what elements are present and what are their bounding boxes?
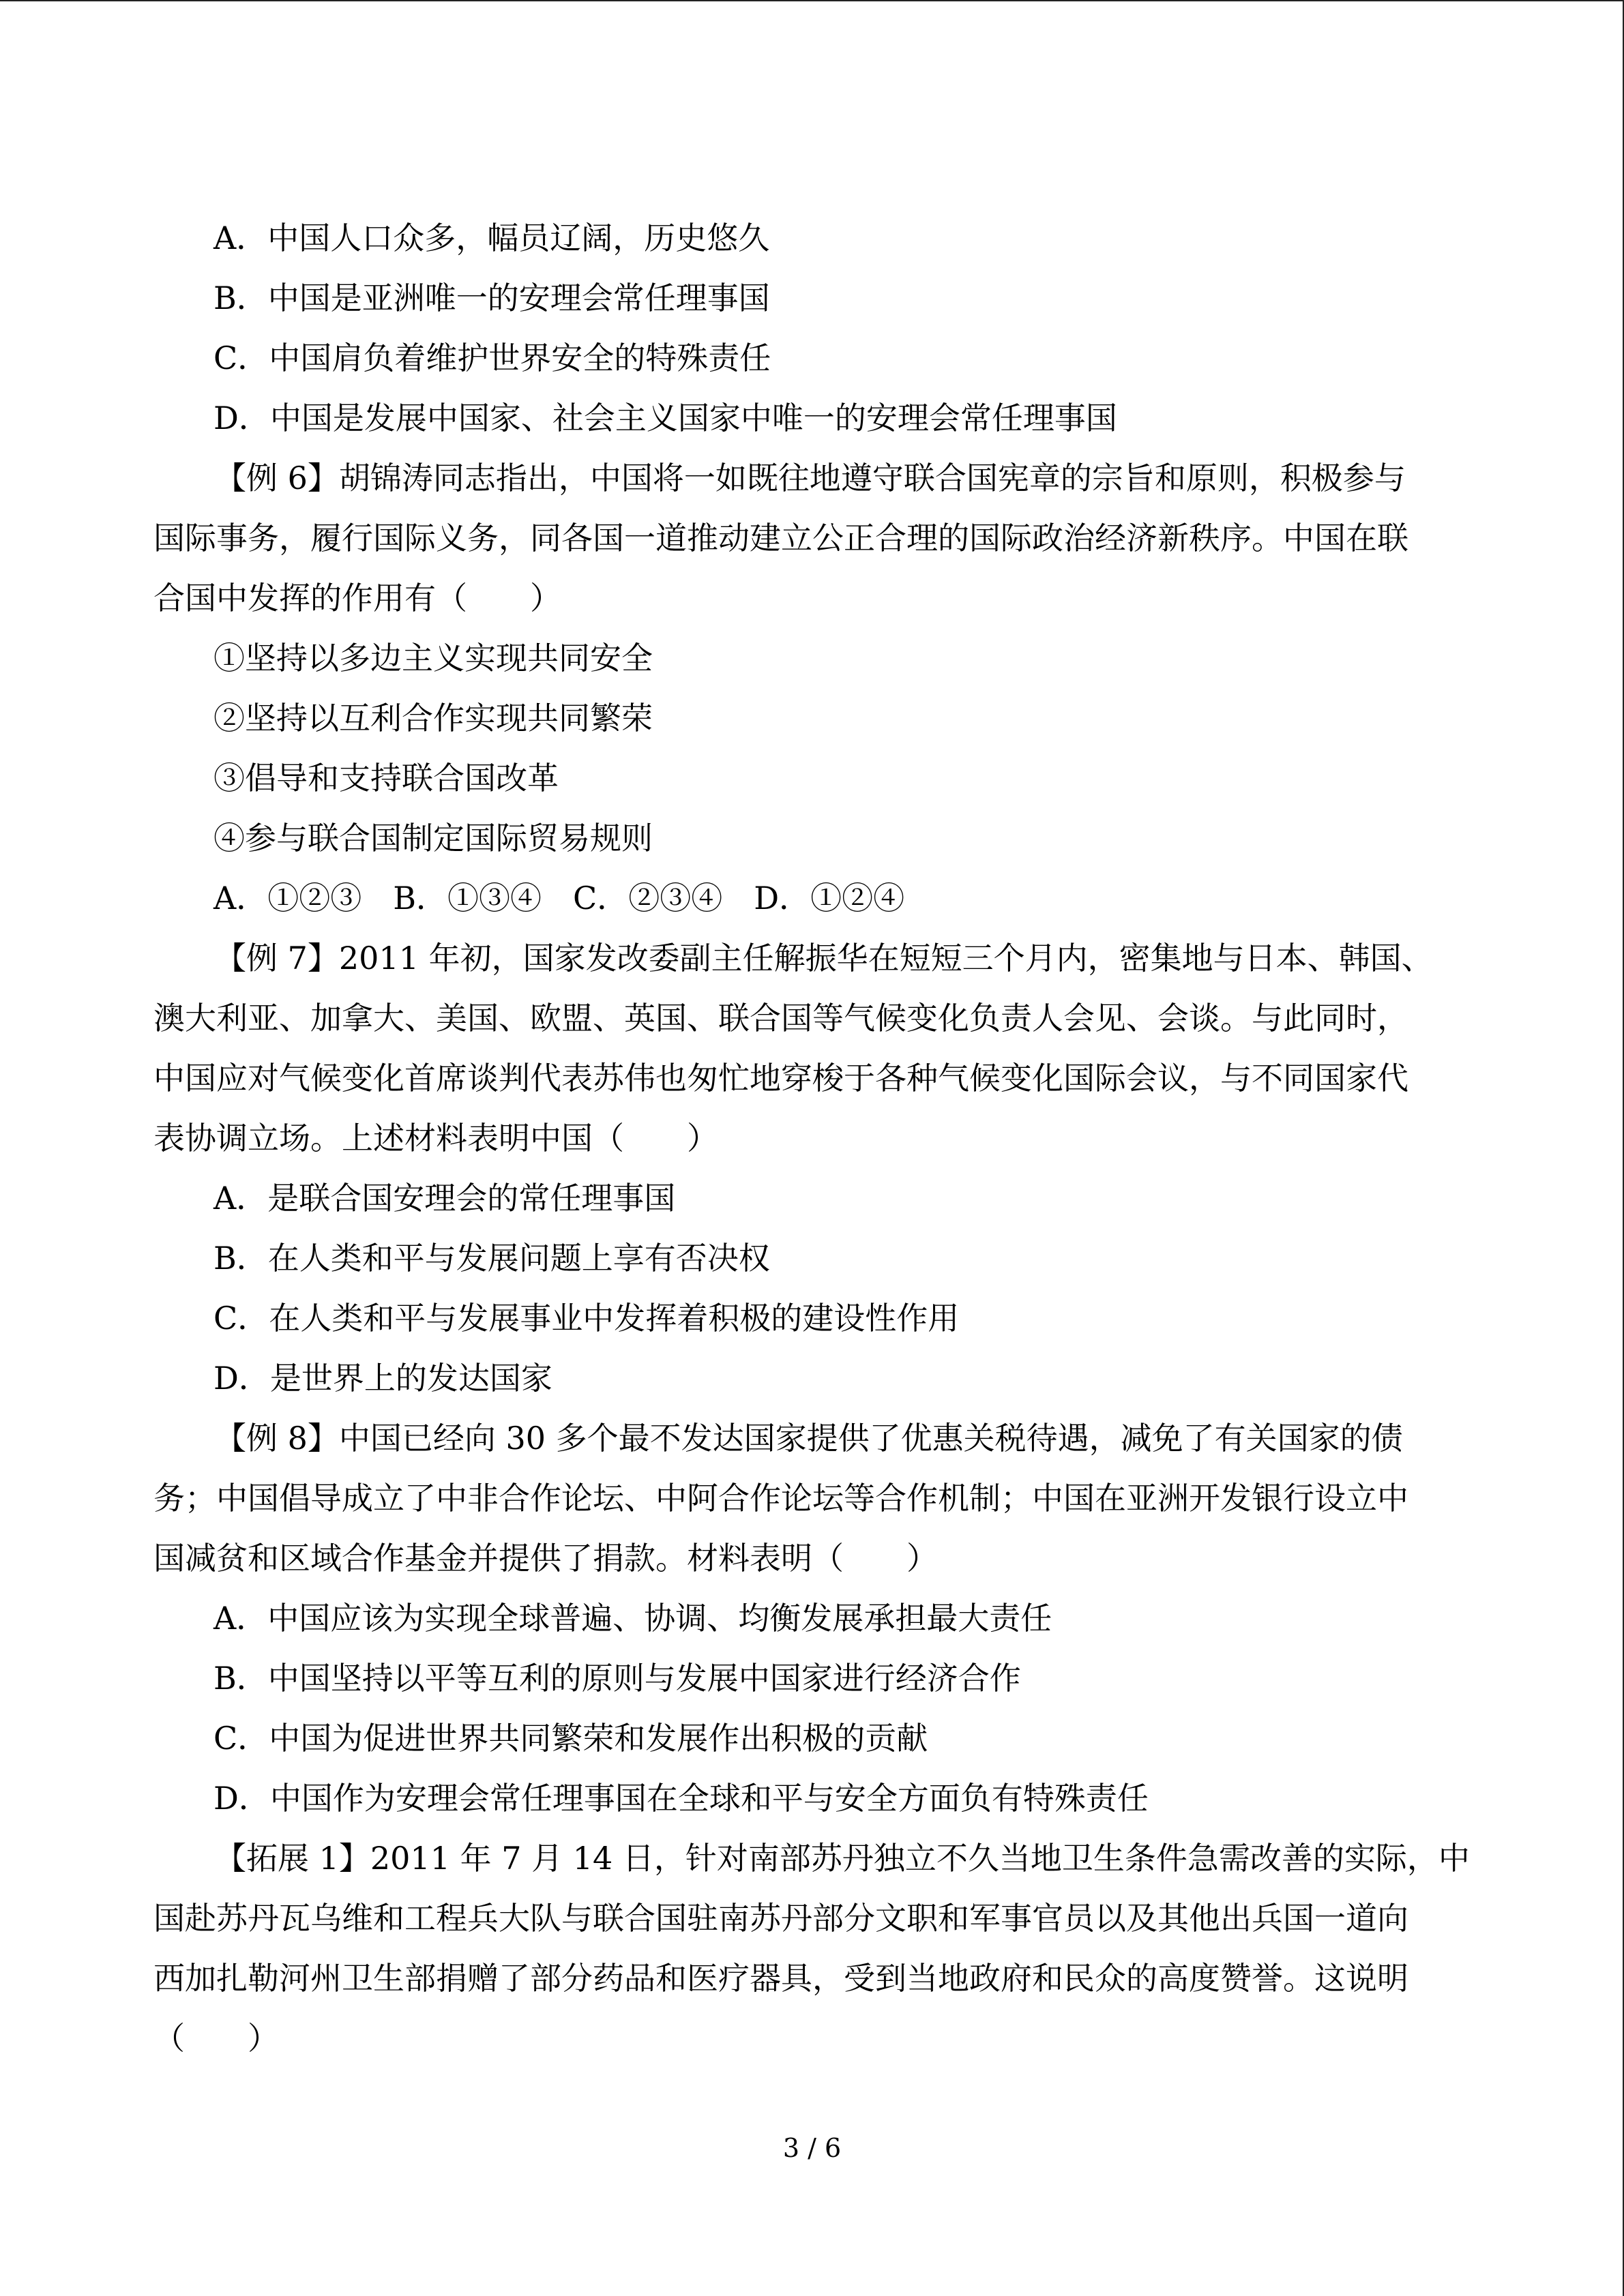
q6-stem-line-1: 【例 6】胡锦涛同志指出，中国将一如既往地遵守联合国宪章的宗旨和原则，积极参与 xyxy=(215,460,1406,496)
q7-option-b: B．在人类和平与发展问题上享有否决权 xyxy=(213,1240,770,1277)
q7-stem-line-2: 澳大利亚、加拿大、美国、欧盟、英国、联合国等气候变化负责人会见、会谈。与此同时， xyxy=(153,1000,1408,1037)
q8-stem-line-2: 务；中国倡导成立了中非合作论坛、中阿合作论坛等合作机制；中国在亚洲开发银行设立中 xyxy=(153,1480,1408,1517)
q8-option-c: C．中国为促进世界共同繁荣和发展作出积极的贡献 xyxy=(213,1720,928,1757)
q6-stem-line-2: 国际事务，履行国际义务，同各国一道推动建立公正合理的国际政治经济新秩序。中国在联 xyxy=(153,520,1408,556)
q6-item-1: ①坚持以多边主义实现共同安全 xyxy=(213,640,653,676)
q6-item-3: ③倡导和支持联合国改革 xyxy=(213,760,559,796)
q7-option-a: A．是联合国安理会的常任理事国 xyxy=(213,1180,676,1217)
q8-option-a: A．中国应该为实现全球普遍、协调、均衡发展承担最大责任 xyxy=(213,1600,1052,1637)
q7-option-d: D．是世界上的发达国家 xyxy=(213,1360,552,1397)
q7-stem-line-1: 【例 7】2011 年初，国家发改委副主任解振华在短短三个月内，密集地与日本、韩国、 xyxy=(215,940,1433,976)
q8-stem-line-1: 【例 8】中国已经向 30 多个最不发达国家提供了优惠关税待遇，减免了有关国家的债 xyxy=(215,1420,1403,1457)
document-body xyxy=(153,208,1480,2068)
q5-option-a: A．中国人口众多，幅员辽阔，历史悠久 xyxy=(213,220,770,256)
ext1-stem-line-1: 【拓展 1】2011 年 7 月 14 日，针对南部苏丹独立不久当地卫生条件急需改善的实际，中 xyxy=(215,1840,1470,1877)
q6-choices: A．①②③ B．①③④ C．②③④ D．①②④ xyxy=(213,880,905,916)
q8-option-b: B．中国坚持以平等互利的原则与发展中国家进行经济合作 xyxy=(213,1660,1021,1697)
q6-item-2: ②坚持以互利合作实现共同繁荣 xyxy=(213,700,653,736)
page-border-top xyxy=(0,0,1624,1)
q7-option-c: C．在人类和平与发展事业中发挥着积极的建设性作用 xyxy=(213,1300,960,1337)
q8-option-d: D．中国作为安理会常任理事国在全球和平与安全方面负有特殊责任 xyxy=(213,1780,1149,1817)
q7-stem-line-3: 中国应对气候变化首席谈判代表苏伟也匆忙地穿梭于各种气候变化国际会议，与不同国家代 xyxy=(153,1060,1408,1097)
ext1-stem-line-3: 西加扎勒河州卫生部捐赠了部分药品和医疗器具，受到当地政府和民众的高度赞誉。这说明 xyxy=(153,1960,1408,1997)
q6-item-4: ④参与联合国制定国际贸易规则 xyxy=(213,820,653,856)
q6-stem-line-3: 合国中发挥的作用有（ ） xyxy=(153,580,561,616)
page-number: 3 / 6 xyxy=(782,2133,842,2163)
q7-stem-line-4: 表协调立场。上述材料表明中国（ ） xyxy=(153,1120,718,1157)
ext1-stem-line-4: （ ） xyxy=(153,2020,279,2057)
q5-option-c: C．中国肩负着维护世界安全的特殊责任 xyxy=(213,340,771,376)
q8-stem-line-3: 国减贫和区域合作基金并提供了捐款。材料表明（ ） xyxy=(153,1540,938,1577)
q5-option-d: D．中国是发展中国家、社会主义国家中唯一的安理会常任理事国 xyxy=(213,400,1117,436)
ext1-stem-line-2: 国赴苏丹瓦乌维和工程兵大队与联合国驻南苏丹部分文职和军事官员以及其他出兵国一道向 xyxy=(153,1900,1408,1937)
q5-option-b: B．中国是亚洲唯一的安理会常任理事国 xyxy=(213,280,770,316)
